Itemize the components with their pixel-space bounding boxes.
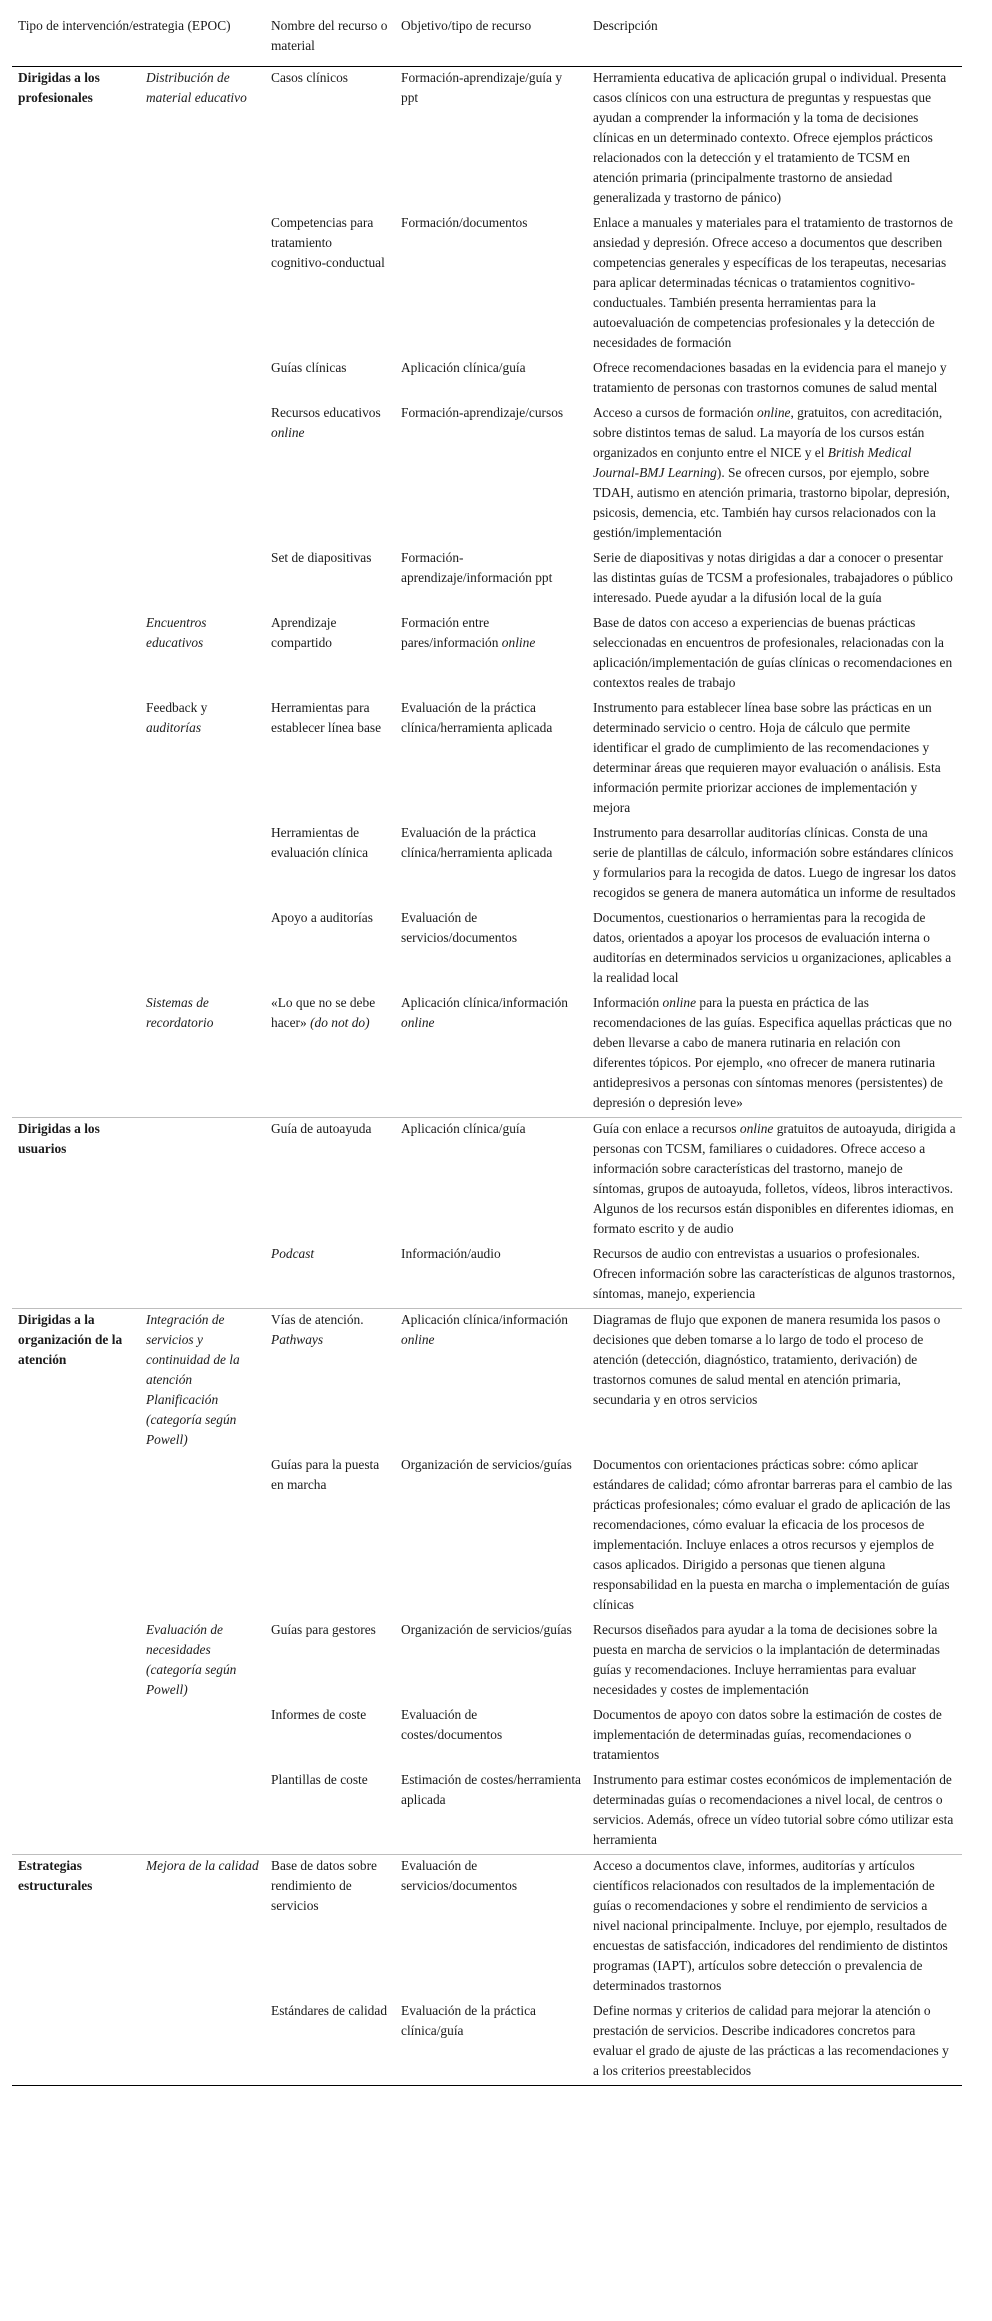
resource-name: Guías para la puesta en marcha — [271, 1457, 380, 1492]
objective-text: Formación-aprendizaje/cursos — [401, 405, 564, 420]
group-title-cell — [12, 547, 140, 612]
description-cell — [587, 2000, 962, 2086]
resource-name-cell — [265, 612, 395, 697]
substrategy-label: Integración de servicios y continuidad de la atención Planificación (categoría según Powell) — [146, 1312, 240, 1447]
description-part: online — [757, 405, 791, 420]
description-text: Enlace a manuales y materiales para el tratamiento de trastornos de ansiedad y depresión. Ofrece acceso a documentos que describen competencias generales y específicas de los terapeutas, necesarias para aplicar determinadas técnicas o tratamientos cognitivo-conductuales. También presenta herramientas para la autoevaluación de competencias profesionales y la detección de necesidades de formación — [593, 215, 953, 350]
resource-name: Estándares de calidad — [271, 2003, 388, 2018]
objective-cell — [395, 357, 587, 402]
group-title-cell — [12, 2000, 140, 2086]
resource-name-cell — [265, 697, 395, 822]
description-text: Documentos, cuestionarios o herramientas para la recogida de datos, orientados a apoyar los procesos de evaluación interna o auditorías en determinados servicios u organizaciones, aplicables a la realidad local — [593, 910, 952, 985]
header-objective: Objetivo/tipo de recurso — [395, 10, 587, 67]
description-cell — [587, 1769, 962, 1855]
resource-name-cell — [265, 67, 395, 213]
table-row — [12, 1309, 962, 1455]
description-part: gratuitos de autoayuda, dirigida a personas con TCSM, familiares o cuidadores. Ofrece acceso a información sobre características del trastorno, manejo de síntomas, grupos de autoayuda, folletos, vídeos, libros interactivos. Algunos de los recursos están disponibles en diferentes idiomas, en formato escrito y de audio — [593, 1121, 956, 1236]
group-title-cell — [12, 907, 140, 992]
group-title-cell — [12, 1309, 140, 1455]
description-part: online — [739, 1121, 774, 1136]
substrategy-cell — [140, 822, 265, 907]
resource-name: Vías de atención. — [271, 1312, 364, 1327]
group-title-cell — [12, 1454, 140, 1619]
description-cell — [587, 212, 962, 357]
substrategy-cell — [140, 992, 265, 1118]
resource-name-cell — [265, 992, 395, 1118]
resource-name: «Lo que no se debe hacer» — [271, 995, 376, 1030]
objective-text-em: online — [501, 635, 536, 650]
description-text: Ofrece recomendaciones basadas en la evidencia para el manejo y tratamiento de personas con trastornos comunes de salud mental — [593, 360, 947, 395]
resource-name-cell — [265, 1309, 395, 1455]
group-title-cell — [12, 992, 140, 1118]
description-part: ). Se ofrecen cursos, por ejemplo, sobre TDAH, autismo en atención primaria, trastorno bipolar, depresión, psicosis, demencia, etc. También hay cursos relacionados con la gestión/implementación — [593, 465, 950, 540]
description-text: Acceso a documentos clave, informes, auditorías y artículos científicos relacionados con resultados de la implementación de guías o recomendaciones y sobre el rendimiento de servicios a nivel nacional principalmente. Incluye, por ejemplo, resultados de encuestas de satisfacción, indicadores del rendimiento de distintos programas (IAPT), artículos sobre detección o prevalencia de determinados trastornos — [593, 1858, 948, 1993]
table-row — [12, 1704, 962, 1769]
description-part: Acceso a cursos de formación — [593, 405, 757, 420]
header-name: Nombre del recurso o material — [265, 10, 395, 67]
group-title-cell — [12, 1619, 140, 1704]
description-cell — [587, 402, 962, 547]
objective-cell — [395, 1704, 587, 1769]
objective-cell — [395, 697, 587, 822]
resource-name-cell — [265, 1118, 395, 1244]
table-row — [12, 697, 962, 822]
description-cell — [587, 907, 962, 992]
objective-text: Evaluación de costes/documentos — [401, 1707, 503, 1742]
substrategy-cell — [140, 1243, 265, 1309]
resource-name-em: online — [271, 425, 305, 440]
table-row — [12, 1454, 962, 1619]
resource-name: Set de diapositivas — [271, 550, 372, 565]
table-row — [12, 547, 962, 612]
substrategy-label: Encuentros educativos — [146, 615, 207, 650]
description-cell — [587, 357, 962, 402]
description-cell — [587, 1118, 962, 1244]
substrategy-cell — [140, 1769, 265, 1855]
table-row — [12, 1769, 962, 1855]
description-text: Documentos con orientaciones prácticas sobre: cómo aplicar estándares de calidad; cómo afrontar barreras para el cambio de las prácticas profesionales; cómo evaluar el grado de aplicación de las recomendaciones, cómo evaluar la eficacia de los procesos de implementación. Incluye enlaces a otros recursos y ejemplos de casos aplicados. Dirigido a personas que tienen alguna responsabilidad en la puesta en marcha o implementación de guías clínicas — [593, 1457, 953, 1612]
substrategy-cell — [140, 1704, 265, 1769]
group-title-cell — [12, 1118, 140, 1244]
group-title: Dirigidas a los profesionales — [18, 70, 100, 105]
substrategy-cell — [140, 697, 265, 822]
description-cell — [587, 1309, 962, 1455]
objective-cell — [395, 212, 587, 357]
resource-name-cell — [265, 907, 395, 992]
objective-cell — [395, 992, 587, 1118]
description-text: Diagramas de flujo que exponen de manera resumida los pasos o decisiones que deben tomarse a lo largo de todo el proceso de atención (detección, diagnóstico, tratamiento, derivación) de trastornos comunes de salud mental en atención primaria, secundaria y en otros servicios — [593, 1312, 941, 1407]
table-row — [12, 907, 962, 992]
resource-name-em: Podcast — [271, 1246, 315, 1261]
description-part: British Medical Journal-BMJ Learning — [593, 445, 912, 480]
objective-cell — [395, 2000, 587, 2086]
resource-name: Herramientas de evaluación clínica — [271, 825, 369, 860]
table-header — [12, 10, 962, 67]
substrategy-cell — [140, 67, 265, 213]
substrategy-cell — [140, 547, 265, 612]
objective-text: Estimación de costes/herramienta aplicada — [401, 1772, 581, 1807]
description-part: para la puesta en práctica de las recomendaciones de las guías. Especifica aquellas prácticas que no deben llevarse a cabo de manera rutinaria en relación con diferentes tópicos. Por ejemplo, «no ofrecer de manera rutinaria antidepresivos a personas con síntomas menores (persistentes) de depresión o depresión leve» — [593, 995, 952, 1110]
description-text: Define normas y criterios de calidad para mejorar la atención o prestación de servicios. Describe indicadores concretos para evaluar el grado de ajuste de las prácticas a las recomendaciones y a los criterios preestablecidos — [593, 2003, 949, 2078]
description-part: , gratuitos, con acreditación, sobre distintos temas de salud. La mayoría de los cursos están organizados en conjunto entre el NICE y el — [593, 405, 943, 460]
header-description: Descripción — [587, 10, 962, 67]
table-body — [12, 67, 962, 2086]
resource-name-em: Pathways — [271, 1332, 324, 1347]
group-title: Dirigidas a los usuarios — [18, 1121, 100, 1156]
substrategy-label: Mejora de la calidad — [146, 1858, 259, 1873]
table-row — [12, 992, 962, 1118]
objective-text: Evaluación de la práctica clínica/herramienta aplicada — [401, 700, 553, 735]
table-row — [12, 67, 962, 213]
resource-name: Competencias para tratamiento cognitivo-conductual — [271, 215, 385, 270]
group-title-cell — [12, 612, 140, 697]
objective-text: Aplicación clínica/información — [401, 1312, 568, 1327]
description-part: Información — [593, 995, 663, 1010]
table-row — [12, 1619, 962, 1704]
objective-cell — [395, 1619, 587, 1704]
group-title-cell — [12, 822, 140, 907]
objective-cell — [395, 67, 587, 213]
objective-text-em: online — [401, 1015, 435, 1030]
description-cell — [587, 1454, 962, 1619]
group-title-cell — [12, 357, 140, 402]
description-text: Herramienta educativa de aplicación grupal o individual. Presenta casos clínicos con una estructura de preguntas y respuestas que ayudan a comprender la información y la toma de decisiones clínicas en un determinado contexto. Ofrece ejemplos prácticos relacionados con la detección y el tratamiento de TCSM en atención primaria (principalmente trastorno de ansiedad generalizada y trastorno de pánico) — [593, 70, 947, 205]
objective-text: Evaluación de servicios/documentos — [401, 910, 518, 945]
description-text: Base de datos con acceso a experiencias de buenas prácticas seleccionadas en encuentros de profesionales, relacionadas con la aplicación/implementación de guías clínicas o recomendaciones en contextos reales de trabajo — [593, 615, 953, 690]
substrategy-label: Feedback y — [146, 700, 208, 715]
table-row — [12, 357, 962, 402]
description-part: online — [662, 995, 697, 1010]
resource-name: Recursos educativos — [271, 405, 381, 420]
objective-text: Organización de servicios/guías — [401, 1622, 572, 1637]
substrategy-cell — [140, 1855, 265, 2001]
objective-text: Información/audio — [401, 1246, 501, 1261]
resource-name-cell — [265, 822, 395, 907]
description-cell — [587, 822, 962, 907]
description-cell — [587, 1619, 962, 1704]
group-title-cell — [12, 697, 140, 822]
resource-name-cell — [265, 1619, 395, 1704]
description-cell — [587, 1243, 962, 1309]
description-text: Recursos diseñados para ayudar a la toma de decisiones sobre la puesta en marcha de servicios o la implantación de determinadas guías y recomendaciones. Incluye herramientas para evaluar necesidades y costes de implementación — [593, 1622, 940, 1697]
description-text: Serie de diapositivas y notas dirigidas a dar a conocer o presentar las distintas guías de TCSM a profesionales, trabajadores o público interesado. Puede ayudar a la difusión local de la guía — [593, 550, 953, 605]
resource-name-cell — [265, 1855, 395, 2001]
substrategy-cell — [140, 1454, 265, 1619]
substrategy-cell — [140, 612, 265, 697]
resource-name: Herramientas para establecer línea base — [271, 700, 382, 735]
substrategy-cell — [140, 402, 265, 547]
resource-name: Informes de coste — [271, 1707, 367, 1722]
resource-name-cell — [265, 1454, 395, 1619]
table-row — [12, 1243, 962, 1309]
objective-text: Aplicación clínica/guía — [401, 360, 526, 375]
substrategy-cell — [140, 2000, 265, 2086]
resource-name-cell — [265, 402, 395, 547]
description-text: Documentos de apoyo con datos sobre la estimación de costes de implementación de determinadas guías, recomendaciones o tratamientos — [593, 1707, 942, 1762]
resource-name: Apoyo a auditorías — [271, 910, 373, 925]
description-text: Recursos de audio con entrevistas a usuarios o profesionales. Ofrecen información sobre las características de algunos trastornos, síntomas, manejo, experiencia — [593, 1246, 956, 1301]
objective-cell — [395, 1118, 587, 1244]
description-cell — [587, 547, 962, 612]
group-title-cell — [12, 402, 140, 547]
description-cell — [587, 992, 962, 1118]
objective-text: Evaluación de servicios/documentos — [401, 1858, 518, 1893]
objective-cell — [395, 1243, 587, 1309]
objective-text: Aplicación clínica/información — [401, 995, 568, 1010]
table-row — [12, 2000, 962, 2086]
objective-cell — [395, 1769, 587, 1855]
substrategy-cell — [140, 1619, 265, 1704]
resource-name: Base de datos sobre rendimiento de servicios — [271, 1858, 377, 1913]
group-title-cell — [12, 67, 140, 213]
description-text: Instrumento para establecer línea base sobre las prácticas en un determinado servicio o centro. Hoja de cálculo que permite identificar el grado de cumplimiento de las recomendaciones y determinar áreas que requieren mayor evaluación o análisis. Esta información permite priorizar acciones de implementación y mejora — [593, 700, 941, 815]
resource-name-cell — [265, 212, 395, 357]
objective-cell — [395, 1454, 587, 1619]
objective-text: Formación/documentos — [401, 215, 528, 230]
substrategy-label: Evaluación de necesidades (categoría según Powell) — [146, 1622, 237, 1697]
objective-text: Formación-aprendizaje/guía y ppt — [401, 70, 563, 105]
group-title-cell — [12, 1243, 140, 1309]
resource-name-cell — [265, 1704, 395, 1769]
table-row — [12, 822, 962, 907]
header-type: Tipo de intervención/estrategia (EPOC) — [12, 10, 265, 67]
resource-name-cell — [265, 1243, 395, 1309]
description-cell — [587, 612, 962, 697]
group-title: Estrategias estructurales — [18, 1858, 93, 1893]
objective-cell — [395, 402, 587, 547]
resource-name-cell — [265, 547, 395, 612]
resource-name: Guías clínicas — [271, 360, 347, 375]
objective-text: Aplicación clínica/guía — [401, 1121, 526, 1136]
group-title-cell — [12, 1769, 140, 1855]
description-cell — [587, 1704, 962, 1769]
resource-name: Plantillas de coste — [271, 1772, 368, 1787]
substrategy-label: Distribución de material educativo — [146, 70, 247, 105]
description-text: Instrumento para estimar costes económicos de implementación de determinadas guías o recomendaciones a nivel local, de centros o servicios. Además, ofrece un vídeo tutorial sobre cómo utilizar esta herramienta — [593, 1772, 954, 1847]
substrategy-cell — [140, 1309, 265, 1455]
resource-name-cell — [265, 1769, 395, 1855]
table-row — [12, 212, 962, 357]
table-row — [12, 612, 962, 697]
group-title-cell — [12, 212, 140, 357]
description-part: Guía con enlace a recursos — [593, 1121, 740, 1136]
description-cell — [587, 67, 962, 213]
substrategy-label-em: auditorías — [146, 720, 202, 735]
table-row — [12, 1118, 962, 1244]
description-cell — [587, 1855, 962, 2001]
group-title-cell — [12, 1855, 140, 2001]
objective-cell — [395, 1309, 587, 1455]
substrategy-cell — [140, 357, 265, 402]
resource-name: Aprendizaje compartido — [271, 615, 337, 650]
resource-name: Casos clínicos — [271, 70, 349, 85]
objective-cell — [395, 612, 587, 697]
resource-name: Guías para gestores — [271, 1622, 376, 1637]
objective-text: Formación-aprendizaje/información ppt — [401, 550, 553, 585]
resource-name: Guía de autoayuda — [271, 1121, 372, 1136]
interventions-table — [12, 10, 962, 2086]
objective-cell — [395, 822, 587, 907]
substrategy-cell — [140, 1118, 265, 1244]
substrategy-cell — [140, 907, 265, 992]
table-row — [12, 402, 962, 547]
description-cell — [587, 697, 962, 822]
resource-name-em: (do not do) — [310, 1015, 370, 1030]
table-row — [12, 1855, 962, 2001]
group-title-cell — [12, 1704, 140, 1769]
objective-text: Formación entre pares/información — [401, 615, 499, 650]
description-text: Instrumento para desarrollar auditorías clínicas. Consta de una serie de plantillas de cálculo, información sobre estándares clínicos y formularios para la recogida de datos. Luego de ingresar los datos recogidos se genera de manera automática un informe de resultados — [593, 825, 956, 900]
group-title: Dirigidas a la organización de la atención — [18, 1312, 123, 1367]
objective-text-em: online — [401, 1332, 435, 1347]
resource-name-cell — [265, 357, 395, 402]
resource-name-cell — [265, 2000, 395, 2086]
substrategy-cell — [140, 212, 265, 357]
substrategy-label: Sistemas de recordatorio — [146, 995, 214, 1030]
objective-text: Evaluación de la práctica clínica/guía — [401, 2003, 536, 2038]
objective-text: Evaluación de la práctica clínica/herramienta aplicada — [401, 825, 553, 860]
objective-cell — [395, 547, 587, 612]
objective-cell — [395, 907, 587, 992]
objective-cell — [395, 1855, 587, 2001]
objective-text: Organización de servicios/guías — [401, 1457, 572, 1472]
